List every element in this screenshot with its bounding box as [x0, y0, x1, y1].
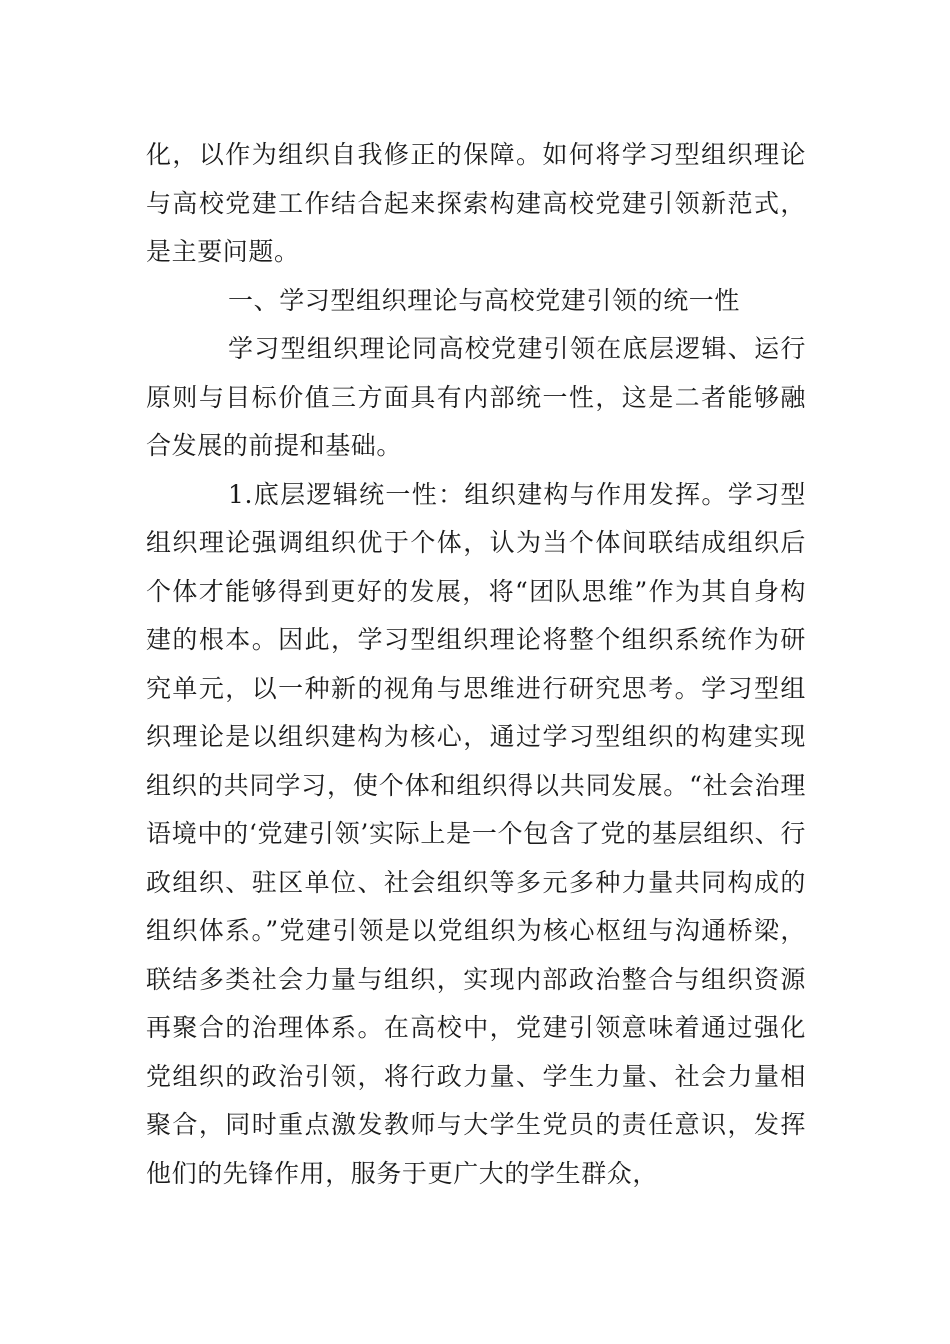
paragraph-point-1: 1.底层逻辑统一性：组织建构与作用发挥。学习型组织理论强调组织优于个体，认为当个体间联结成组织后个体才能够得到更好的发展，将“团队思维”作为其自身构建的根本。因此，学习型组织理论将整个组织系统作为研究单元，以一种新的视角与思维进行研究思考。学习型组织理论是以组织建构为核心，通过学习型组织的构建实现组织的共同学习，使个体和组织得以共同发展。“社会治理语境中的‘党建引领’实际上是一个包含了党的基层组织、行政组织、驻区单位、社会组织等多元多种力量共同构成的组织体系。”党建引领是以党组织为核心枢纽与沟通桥梁，联结多类社会力量与组织，实现内部政治整合与组织资源再聚合的治理体系。在高校中，党建引领意味着通过强化党组织的政治引领，将行政力量、学生力量、社会力量相聚合，同时重点激发教师与大学生党员的责任意识，发挥他们的先锋作用，服务于更广大的学生群众，: [146, 479, 806, 1188]
section-heading: 一、学习型组织理论与高校党建引领的统一性: [228, 285, 741, 315]
document-body: [146, 131, 806, 1198]
paragraph-intro: 学习型组织理论同高校党建引领在底层逻辑、运行原则与目标价值三方面具有内部统一性，这是二者能够融合发展的前提和基础。: [146, 334, 806, 460]
paragraph-continuation: 化，以作为组织自我修正的保障。如何将学习型组织理论与高校党建工作结合起来探索构建高校党建引领新范式，是主要问题。: [146, 140, 806, 266]
